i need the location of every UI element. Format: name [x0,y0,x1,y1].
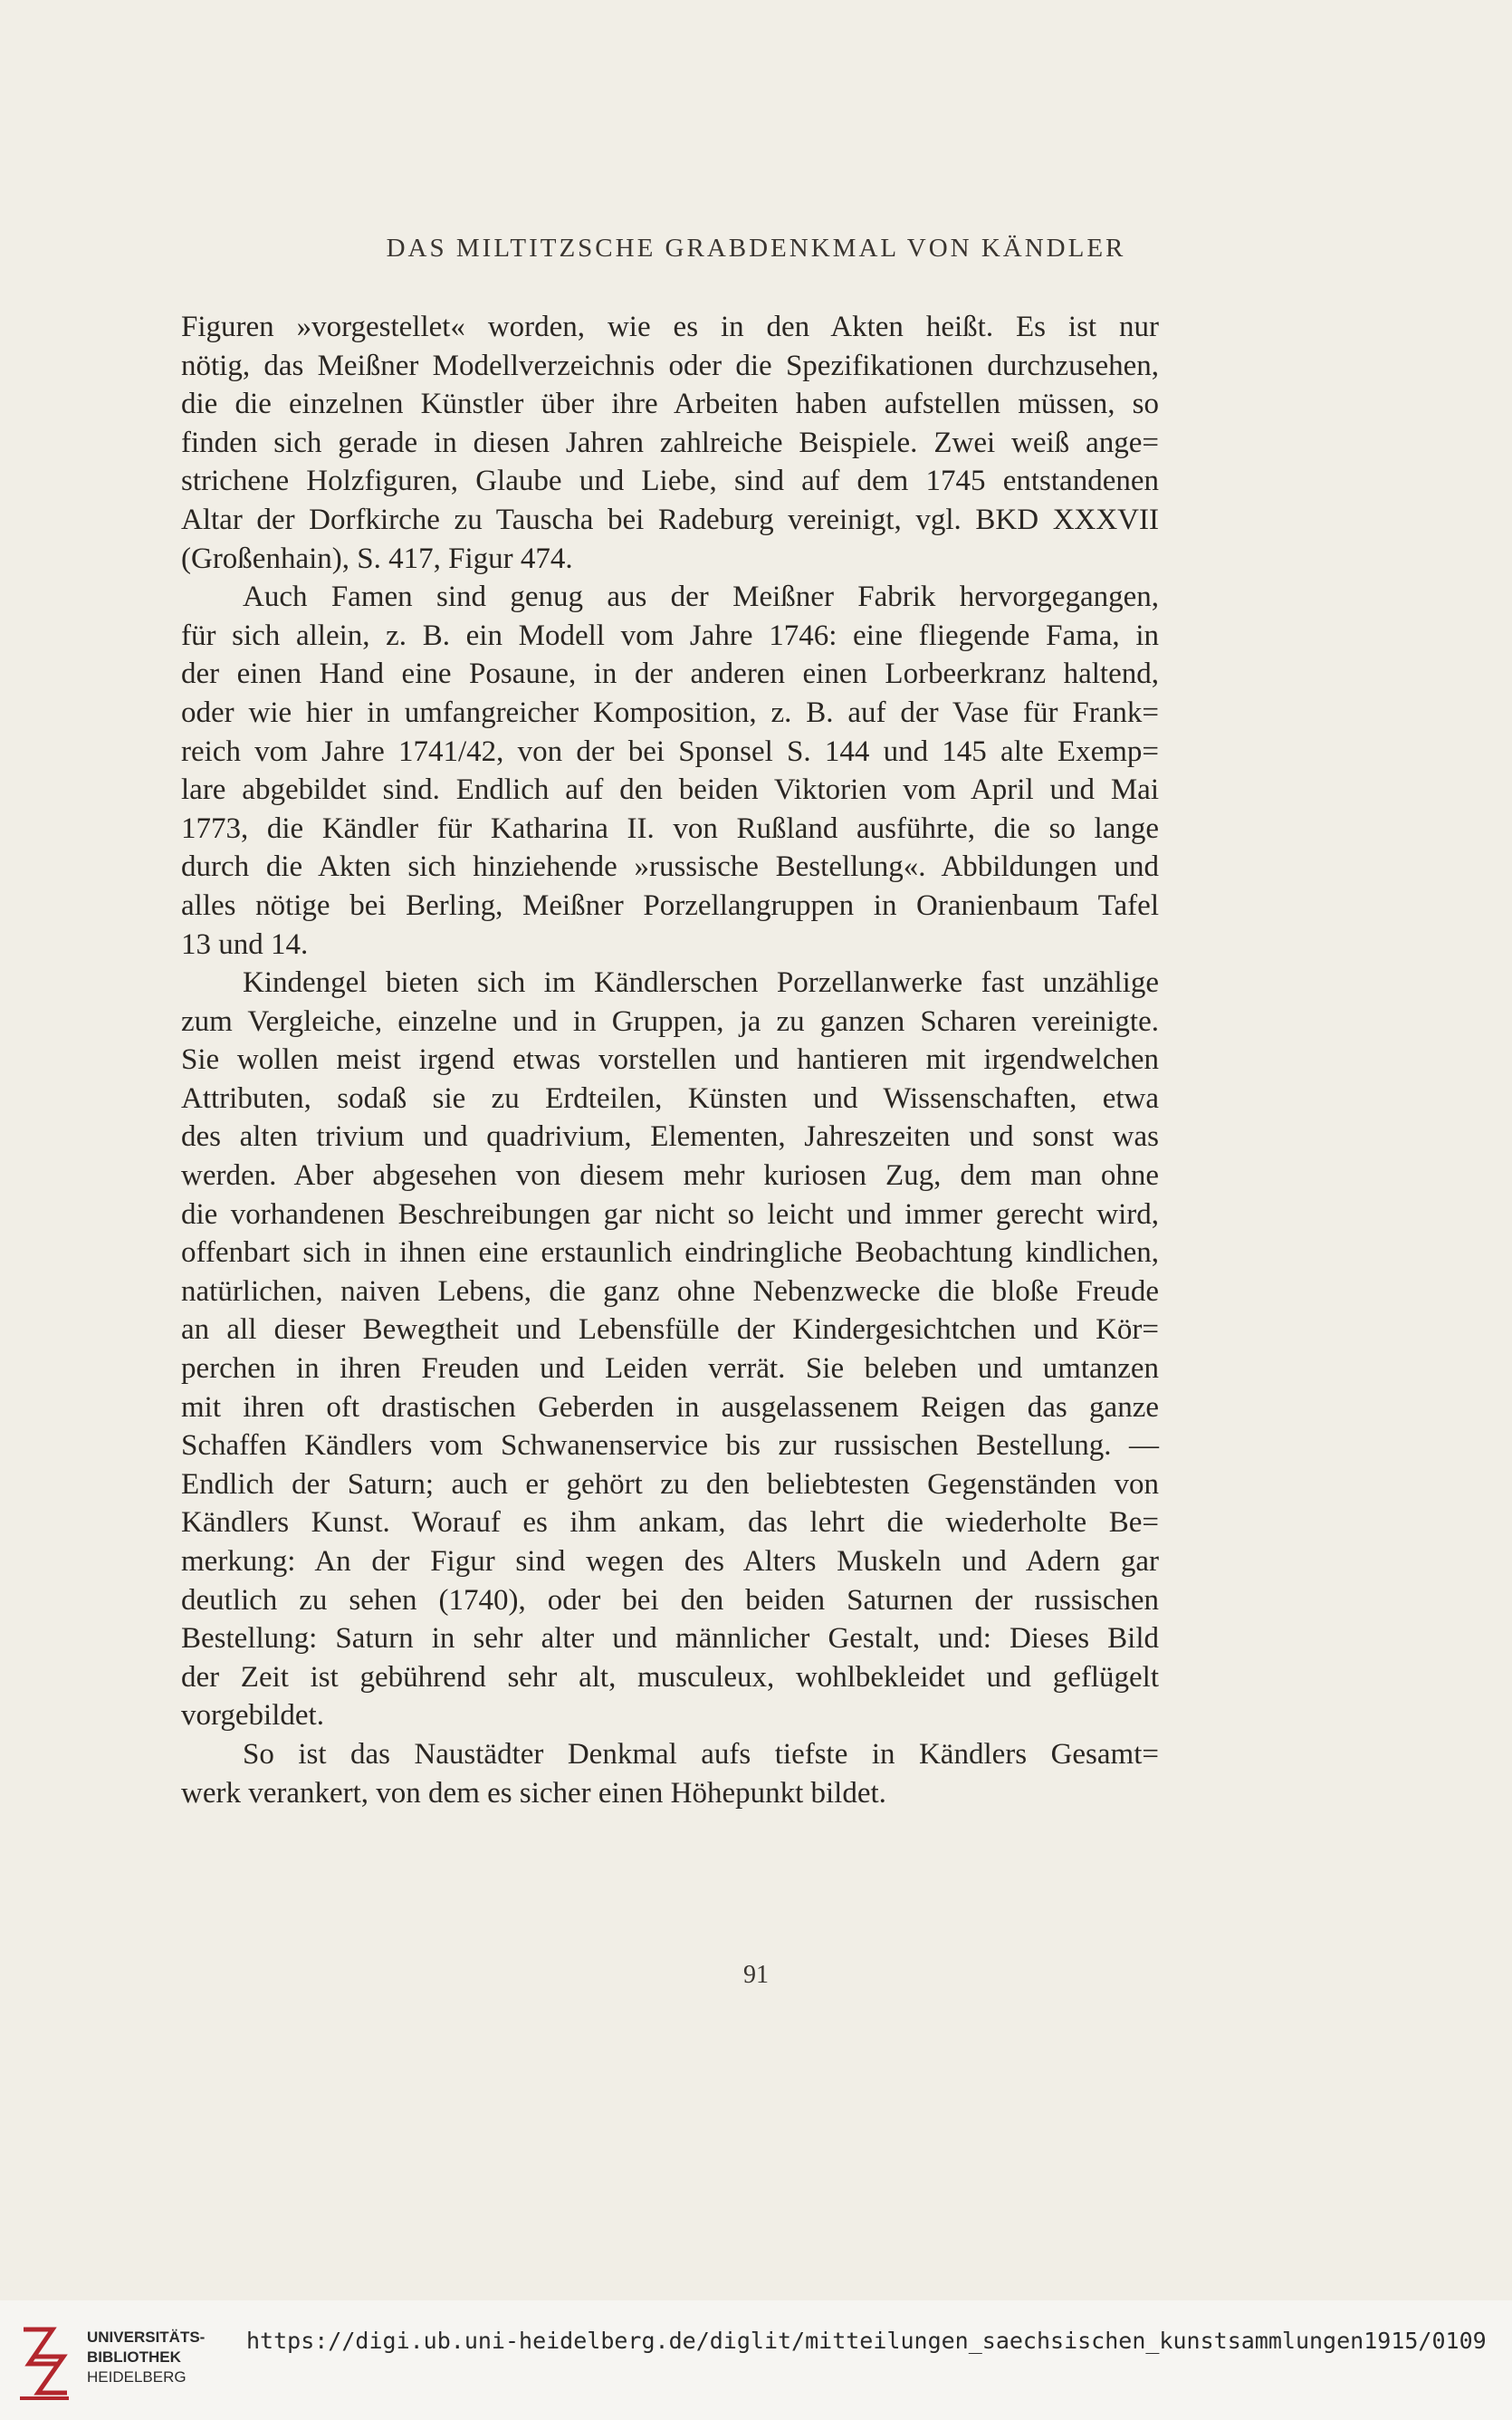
text-line: offenbart sich in ihnen eine erstaunlich eindringliche Beobachtung kindlichen, [181,1236,1159,1270]
text-line: lare abgebildet sind. Endlich auf den beiden Viktorien vom April und Mai [181,773,1159,807]
text-line: natürlichen, naiven Lebens, die ganz ohne Nebenzwecke die bloße Freude [181,1274,1159,1308]
text-line: Figuren »vorgestellet« worden, wie es in den Akten heißt. Es ist nur [181,311,1159,343]
text-line: Bestellung: Saturn in sehr alter und männlicher Gestalt, und: Dieses Bild [181,1622,1159,1656]
text-line: die vorhandenen Beschreibungen gar nicht so leicht und immer gerecht wird, [181,1197,1159,1231]
body-text [181,308,1159,1812]
text-line: für sich allein, z. B. ein Modell vom Jahre 1746: eine fliegende Fama, in [181,619,1159,652]
institution-line: BIBLIOTHEK [87,2348,181,2366]
text-line: der Zeit ist gebührend sehr alt, musculeux, wohlbekleidet und geflügelt [181,1660,1159,1694]
text-line: Altar der Dorfkirche zu Tauscha bei Radeburg vereinigt, vgl. BKD XXXVII [181,503,1159,536]
institution-line: HEIDELBERG [87,2368,187,2386]
text-line: zum Vergleiche, einzelne und in Gruppen, ja zu ganzen Scharen vereinigte. [181,1004,1159,1038]
text-line: werk verankert, von dem es sicher einen Höhepunkt bildet. [181,1776,886,1810]
text-line: oder wie hier in umfangreicher Komposition, z. B. auf der Vase für Frank= [181,696,1159,729]
text-line: an all dieser Bewegtheit und Lebensfülle der Kindergesichtchen und Kör= [181,1313,1159,1347]
text-line: werden. Aber abgesehen von diesem mehr kuriosen Zug, dem man ohne [181,1159,1159,1193]
permalink-url[interactable]: https://digi.ub.uni-heidelberg.de/diglit/mitteilungen_saechsischen_kunstsammlungen1915/0109 [246,2328,1487,2354]
text-line: des alten trivium und quadrivium, Elementen, Jahreszeiten und sonst was [181,1120,1159,1154]
page-number: 91 [743,1961,769,1989]
viewer-footer [0,2300,1512,2420]
text-line: vorgebildet. [181,1699,324,1733]
text-line: strichene Holzfiguren, Glaube und Liebe, sind auf dem 1745 entstandenen [181,465,1159,498]
text-line: durch die Akten sich hinziehende »russische Bestellung«. Abbildungen und [181,850,1159,884]
text-line: die die einzelnen Künstler über ihre Arbeiten haben aufstellen müssen, so [181,388,1159,421]
text-line: Sie wollen meist irgend etwas vorstellen und hantieren mit irgendwelchen [181,1043,1159,1077]
text-line: reich vom Jahre 1741/42, von der bei Sponsel S. 144 und 145 alte Exemp= [181,735,1159,768]
institution-name [87,2328,205,2387]
text-line: 1773, die Kändler für Katharina II. von Rußland ausführte, die so lange [181,811,1159,845]
text-line: Kändlers Kunst. Worauf es ihm ankam, das lehrt die wiederholte Be= [181,1506,1159,1540]
text-line: Attributen, sodaß sie zu Erdteilen, Künsten und Wissenschaften, etwa [181,1081,1159,1115]
text-line: Auch Famen sind genug aus der Meißner Fabrik hervorgegangen, [243,581,1159,614]
text-line: finden sich gerade in diesen Jahren zahlreiche Beispiele. Zwei weiß ange= [181,426,1159,459]
text-line: mit ihren oft drastischen Geberden in ausgelassenem Reigen das ganze [181,1390,1159,1424]
text-line: Schaffen Kändlers vom Schwanenservice bis zur russischen Bestellung. — [181,1429,1159,1463]
text-line: alles nötige bei Berling, Meißner Porzellangruppen in Oranienbaum Tafel [181,888,1159,922]
running-header: DAS MILTITZSCHE GRABDENKMAL VON KÄNDLER [386,234,1126,263]
text-line: deutlich zu sehen (1740), oder bei den beiden Saturnen der russischen [181,1583,1159,1617]
university-library-logo-icon [16,2320,72,2404]
text-line: Endlich der Saturn; auch er gehört zu den beliebtesten Gegenständen von [181,1467,1159,1501]
institution-line: UNIVERSITÄTS- [87,2329,206,2346]
text-line: Kindengel bieten sich im Kändlerschen Porzellanwerke fast unzählige [243,966,1159,1000]
text-line: der einen Hand eine Posaune, in der anderen einen Lorbeerkranz haltend, [181,658,1159,691]
text-line: 13 und 14. [181,927,309,961]
text-line: So ist das Naustädter Denkmal aufs tiefste in Kändlers Gesamt= [243,1737,1159,1771]
text-line: (Großenhain), S. 417, Figur 474. [181,542,573,575]
text-line: nötig, das Meißner Modellverzeichnis oder die Spezifikationen durchzusehen, [181,349,1159,382]
text-line: perchen in ihren Freuden und Leiden verrät. Sie beleben und umtanzen [181,1352,1159,1386]
text-line: merkung: An der Figur sind wegen des Alters Muskeln und Adern gar [181,1545,1159,1578]
